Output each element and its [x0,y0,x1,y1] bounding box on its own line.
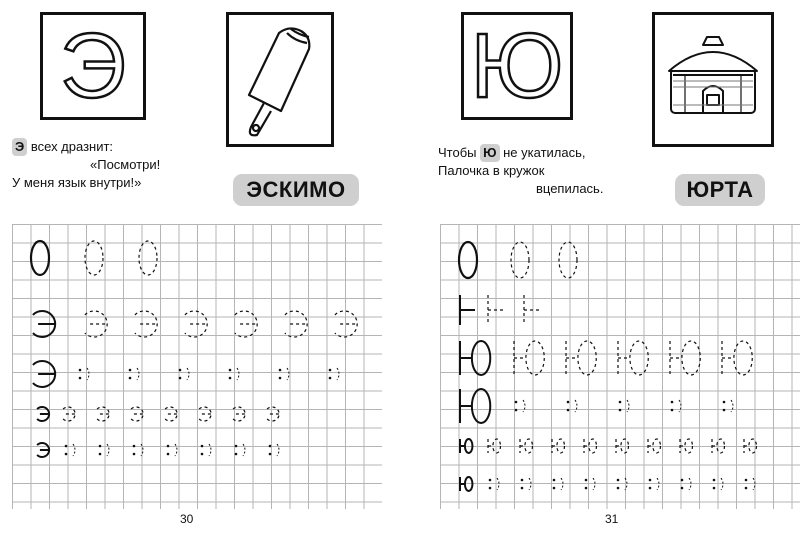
trace-dots [269,444,279,456]
trace-dots [201,444,211,456]
poem-yu-line2: Палочка в кружок [438,163,545,178]
sample-yu-letter [460,389,490,423]
sample-e-letter [37,443,49,457]
page-number-left: 30 [180,512,194,526]
poem-e-line1: всех дразнит: [27,139,114,154]
trace-dots [99,444,109,456]
letter-e-card [40,12,146,120]
sample-oval [31,241,49,275]
sample-oval [459,242,477,278]
sample-e-letter [33,311,55,337]
letter-yu-card [461,12,573,120]
poem-yu-line1-b: не укатилась, [499,145,586,160]
poem-e-highlight: Э [12,138,27,156]
letter-yu-outline: Ю [470,15,564,117]
word-yurta: ЮРТА [675,174,765,206]
practice-grid-left [12,224,382,514]
poem-yu [438,144,638,200]
trace-stick [524,295,539,325]
trace-e-letter [285,311,307,337]
trace-e-letter [335,311,357,337]
trace-dots [567,400,577,412]
trace-e-letter [185,311,207,337]
yurt-picture-card [652,12,774,147]
trace-dots [133,444,143,456]
trace-dots [515,400,525,412]
trace-oval [85,241,103,275]
poem-e-line2: «Посмотри! [90,157,161,172]
poem-yu-highlight: Ю [480,144,499,162]
sample-stick [460,295,475,325]
grid-lines [12,224,382,509]
trace-oval [559,242,577,278]
sample-yu-letter [460,341,490,375]
trace-dots [167,444,177,456]
yurt-icon [655,15,771,144]
trace-dots [671,400,681,412]
trace-dots [79,368,89,380]
ice-cream-icon [229,15,331,144]
trace-oval [511,242,529,278]
poem-e-line3: У меня язык внутри!» [12,175,142,190]
trace-dots [619,400,629,412]
page-number-right: 31 [605,512,619,526]
eskimo-picture-card [226,12,334,147]
poem-yu-line1-a: Чтобы [438,145,481,160]
trace-yu-letter [514,341,544,375]
trace-dots [723,400,733,412]
sample-e-letter [33,361,55,387]
trace-dots [179,368,189,380]
trace-dots [129,368,139,380]
poem-yu-line3: вцепилась. [536,181,604,196]
word-eskimo: ЭСКИМО [233,174,359,206]
practice-grid-right [440,224,800,514]
trace-e-letter [235,311,257,337]
grid-lines [440,224,800,509]
poem-e [12,138,212,194]
trace-dots [329,368,339,380]
trace-e-letter [85,311,107,337]
letter-e-outline: Э [59,15,127,117]
trace-dots [229,368,239,380]
trace-yu-letter [566,341,596,375]
trace-yu-letter [670,341,700,375]
trace-dots [65,444,75,456]
trace-dots [279,368,289,380]
trace-e-letter [135,311,157,337]
trace-dots [235,444,245,456]
trace-yu-letter [722,341,752,375]
